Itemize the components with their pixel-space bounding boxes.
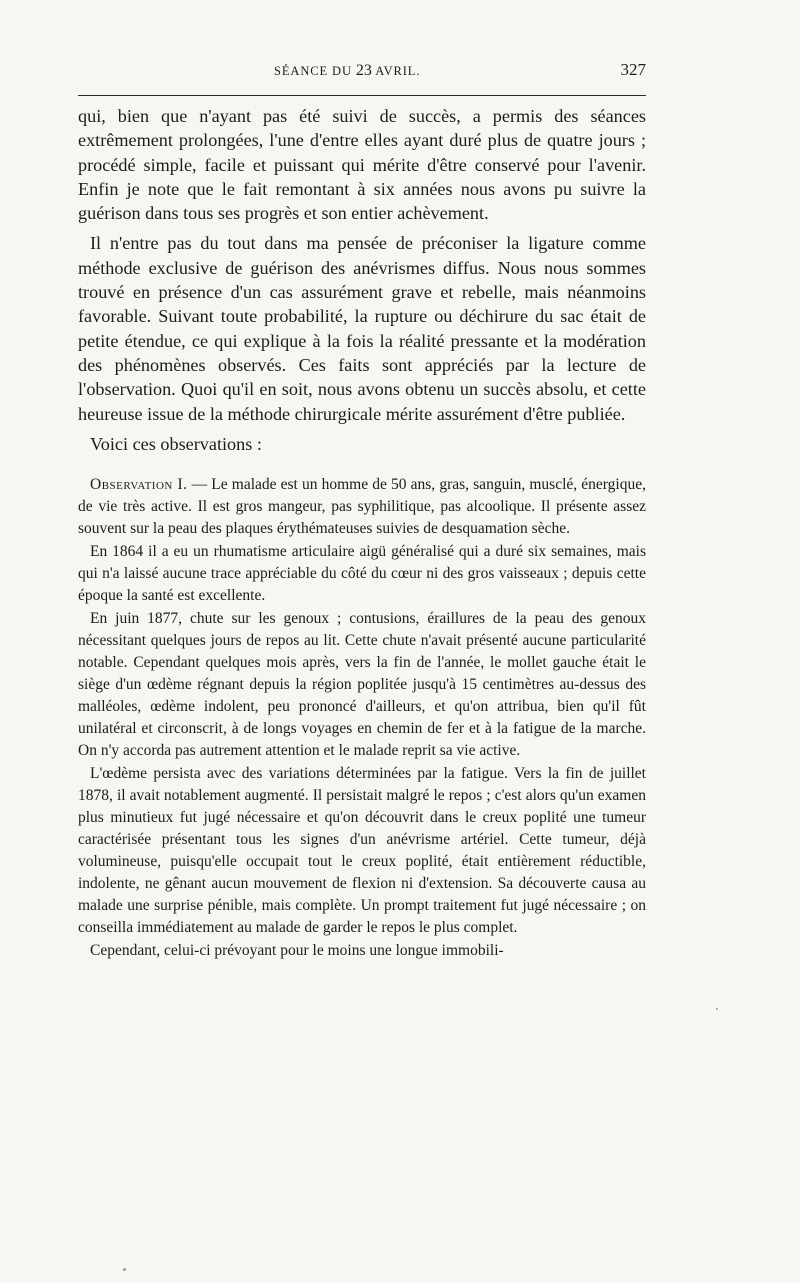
- observation-paragraph-5: Cependant, celui-ci prévoyant pour le moins une longue immobili-: [90, 942, 504, 960]
- observation-paragraph-3: En juin 1877, chute sur les genoux ; contusions, éraillures de la peau des genoux nécessitant quelques jours de repos au lit. Cette chute n'avait présenté aucune particularité notable. Cependant quelques mois après, vers la fin de l'année, le mollet gauche était le siège d'un œdème régnant depuis la région poplitée jusqu'à 15 centimètres au-dessus des malléoles, œdème indolent, peu prononcé d'ailleurs, et qu'on attribua, bien qu'il fût unilatéral et circonscrit, à de longs voyages en chemin de fer et à la fatigue de la marche. On n'y accorda pas autrement attention et le malade reprit sa vie active.: [78, 610, 646, 760]
- header-rule: [78, 95, 646, 96]
- paragraph-ligature: Il n'entre pas du tout dans ma pensée de préconiser la ligature comme méthode exclusive de guérison des anévrismes diffus. Nous nous sommes trouvé en présence d'un cas assurément grave et rebelle, mais néanmoins favorable. Suivant toute probabilité, la rupture ou déchirure du sac était de petite étendue, ce qui explique à la fois la réalité pressante et la modération des phénomènes observés. Ces faits sont appréciés par la lecture de l'observation. Quoi qu'il en soit, nous avons obtenu un succès absolu, et cette heureuse issue de la méthode chirurgicale mérite assurément d'être publiée.: [78, 233, 646, 424]
- main-text: [78, 104, 646, 963]
- observation-label: Observation I.: [90, 476, 188, 494]
- paper-speck: [123, 1268, 126, 1271]
- paragraph-continuation: qui, bien que n'ayant pas été suivi de succès, a permis des séances extrêmement prolongées, l'une d'entre elles ayant duré plus de quatre jours ; procédé simple, facile et puissant qui mérite d'être conservé pour l'avenir. Enfin je note que le fait remontant à six années nous avons pu suivre la guérison dans tous ses progrès et son entier achèvement.: [78, 106, 646, 224]
- observation-paragraph-4: L'œdème persista avec des variations déterminées par la fatigue. Vers la fin de juillet 1878, il avait notablement augmenté. Il persistait malgré le repos ; c'est alors qu'un examen plus minutieux fut jugé nécessaire et qu'on découvrit dans le creux poplité une tumeur caractérisée présentant tous les signes d'un anévrisme artériel. Cette tumeur, déjà volumineuse, puisqu'elle occupait tout le creux poplité, était entièrement réductible, indolente, ne gênant aucun mouvement de flexion ni d'extension. Sa découverte causa au malade une surprise pénible, mais complète. Un prompt traitement fut jugé nécessaire ; on conseilla immédiatement au malade de garder le repos le plus complet.: [78, 765, 646, 937]
- running-title-prefix: SÉANCE DU: [274, 64, 356, 78]
- running-head: [78, 60, 646, 82]
- observation-text-1: — Le malade est un homme de 50 ans, gras, sanguin, musclé, énergique, de vie très active. Il est gros mangeur, pas syphilitique, pas alcoolique. Il présente assez souvent sur la peau des plaques érythémateuses suivies de desquamation sèche.: [78, 476, 646, 538]
- running-title-suffix: AVRIL.: [371, 64, 421, 78]
- paragraph-intro-observations: Voici ces observations :: [90, 433, 262, 454]
- observation-paragraph-2: En 1864 il a eu un rhumatisme articulaire aigü généralisé qui a duré six semaines, mais qui n'a laissé aucune trace appréciable du côté du cœur ni des gros vaisseaux ; depuis cette époque la santé est excellente.: [78, 543, 646, 605]
- running-title-day: 23: [355, 62, 372, 79]
- book-page: [78, 0, 646, 1283]
- page-number: 327: [620, 60, 646, 79]
- observation-paragraph-1: [78, 474, 646, 540]
- paper-speck: [716, 1008, 718, 1010]
- running-title: [274, 62, 420, 80]
- observation-section: [78, 474, 646, 962]
